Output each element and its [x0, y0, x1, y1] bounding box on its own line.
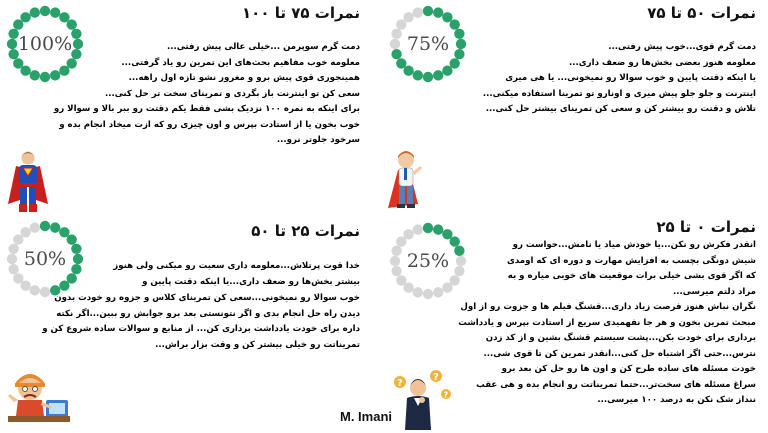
- text-line: دیدن راه حل انجام بدی و اگر نتونستی بعد برو جوابش رو ببین...اگر نکته: [56, 308, 360, 319]
- panel-score-50-75: [384, 0, 768, 216]
- panel-body: [70, 259, 360, 290]
- text-line: خدا قوت پرتلاش...معلومه داری سعیت رو میکنی ولی هنوز: [113, 261, 360, 271]
- panel-title: نمرات ۵۰ تا ۷۵: [647, 4, 756, 22]
- panel-body: [466, 238, 756, 300]
- progress-gauge-75: [387, 3, 469, 85]
- panel-title: نمرات ۲۵ تا ۵۰: [251, 222, 360, 240]
- text-line: مراد دلتم میرسی...: [672, 286, 756, 297]
- panel-score-25-50: [0, 216, 384, 433]
- text-line: بیشتر بخش‌ها رو ضعف داری...یا اینکه دقتت پایین و: [142, 276, 360, 287]
- text-line: خوب بخون یا از استادت بپرس و اون چیزی رو که ازت میخاد انجام بده و: [59, 119, 360, 130]
- panel-score-0-25: [384, 216, 768, 433]
- text-line: نگران نباش هنوز فرصت زیاد داری...قشنگ فیلم ها و جزوت رو از اول: [460, 302, 756, 312]
- panel-score-75-100: [0, 0, 384, 216]
- text-line: برای اینکه به نمره ۱۰۰ نزدیک بشی فقط یکم دقتت رو ببر بالا و سوالا رو: [53, 104, 360, 114]
- text-line: مبحث تمرین بخون و هر جا نفهمیدی سریع از استادت بپرس و یادداشت: [458, 317, 756, 328]
- text-line: سراغ مسئله های سخت‌تر...حتما تمریناتت رو انجام بده و هی عقب: [476, 379, 756, 390]
- text-line: اینترنت و جلو جلو پیش میری و اونارو تو تمرینا استفاده میکنی...: [482, 88, 756, 99]
- svg-text:?: ?: [433, 372, 439, 383]
- text-line: معلومه هنوز بعضی بخش‌ها رو ضعف داری...: [569, 57, 756, 68]
- text-line: سرخود جلوتر نرو...: [276, 135, 360, 145]
- text-line: تمریناتت رو خیلی بیشتر کن و وقت بزار براش...: [155, 339, 360, 350]
- text-line: داره برای خودت یادداشت برداری کن... از منابع و سوالات ساده شروع کن و: [42, 324, 360, 334]
- text-line: شیش دونگی بچسب به افزایش مهارت و دوره ای که اومدی: [506, 255, 756, 266]
- panel-body: [464, 40, 756, 118]
- svg-text:?: ?: [443, 390, 449, 400]
- text-line: تلاش و دقتت رو بیشتر کن و سعی کن تمرینای بیشتر حل کنی...: [485, 104, 756, 114]
- text-line: همینجوری قوی پیش برو و مغرور نشو تازه اول راهه...: [128, 73, 360, 83]
- text-line: معلومه خوب مفاهیم بحث‌های این تمرین رو یاد گرفتی...: [121, 57, 360, 68]
- text-line: خوب سوالا رو نمیخونی...سعی کن تمرینای کلاس و جزوه رو خودت بدون: [54, 293, 360, 303]
- gauge-percent-label: 100%: [17, 33, 73, 55]
- author-signature: M. Imani: [340, 409, 393, 424]
- text-line: برداری برای خودت بکن...پشت سیستم قشنگ بشین و از کد زدن: [485, 333, 756, 343]
- thinking-man-question-marks-icon: [392, 368, 454, 432]
- gauge-percent-label: 25%: [406, 250, 450, 272]
- hero-cape-icon: [384, 148, 440, 212]
- text-line: دمت گرم قوی...خوب پیش رفتی...: [608, 42, 756, 52]
- panel-title: نمرات ۰ تا ۲۵: [656, 218, 756, 236]
- text-line: انقدر فکرش رو نکن...یا خودش میاد یا نامش...حواست رو: [512, 240, 756, 250]
- text-line: دمت گرم سوپرمن ...خیلی عالی پیش رفتی...: [166, 42, 360, 52]
- progress-gauge-25: [387, 220, 469, 302]
- text-line: نترس...حتی اگر اشتباه حل کنی...انقدر تمرین کن تا قوی شی...: [483, 348, 756, 359]
- text-line: یا اینکه دقتت پایین و خوب سوالا رو نمیخونی... یا هی میری: [505, 73, 756, 83]
- svg-text:?: ?: [397, 378, 403, 389]
- gauge-percent-label: 50%: [23, 248, 67, 270]
- text-line: که اگر قوی بشی خیلی برات موقعیت های خوبی میاره و به: [507, 271, 756, 281]
- text-line: ننداز شک نکن به درصد ۱۰۰ میرسی...: [597, 395, 756, 405]
- frustrated-worker-icon: [6, 366, 72, 428]
- panel-body-continued: [10, 291, 360, 353]
- superman-icon: [6, 150, 50, 214]
- panel-body: [16, 40, 360, 149]
- text-line: خودت مسئله های ساده طرح کن و اون ها رو حل کن بعد برو: [501, 364, 756, 374]
- text-line: سعی کن تو اینترنت باز بگردی و تمرینای سخت تر حل کنی...: [104, 88, 360, 99]
- panel-title: نمرات ۷۵ تا ۱۰۰: [242, 4, 360, 22]
- gauge-percent-label: 75%: [406, 33, 450, 55]
